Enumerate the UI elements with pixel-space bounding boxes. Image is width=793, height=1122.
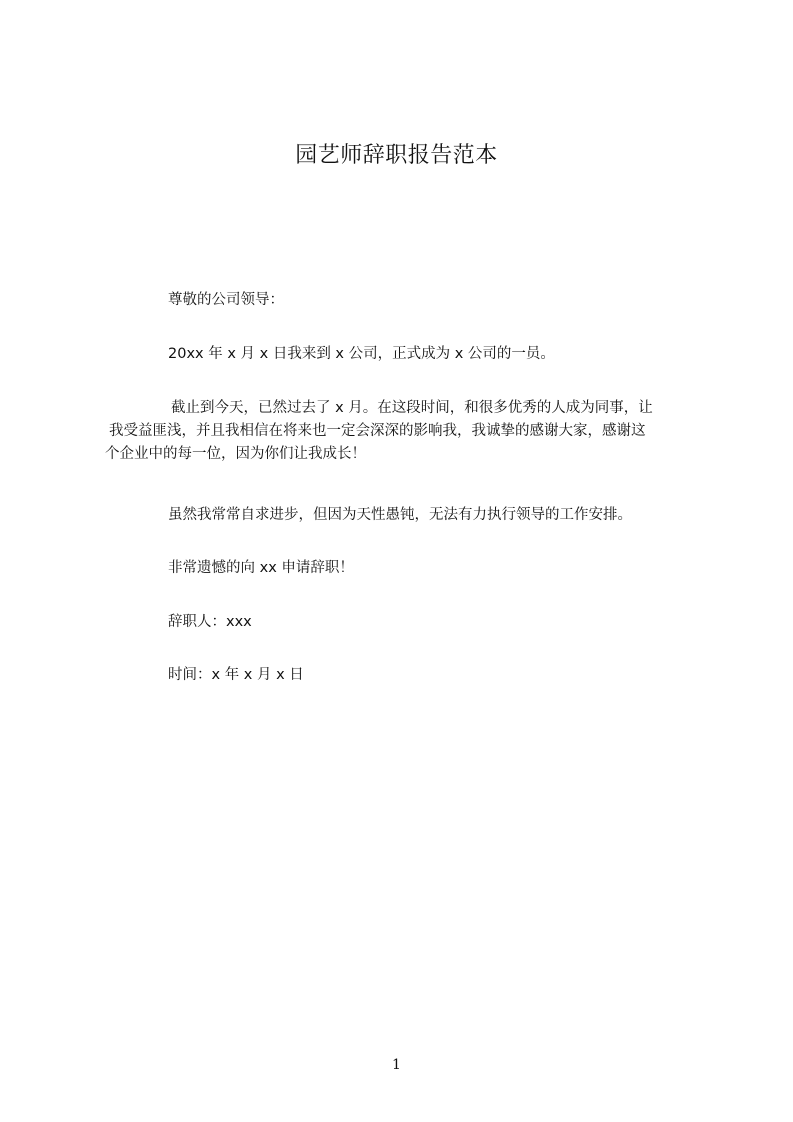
paragraph-arrival: 20xx 年 x 月 x 日我来到 x 公司，正式成为 x 公司的一员。	[168, 346, 555, 362]
document-title: 园艺师辞职报告范本	[295, 143, 498, 168]
paragraph-gratitude-line: 截止到今天，已然过去了 x 月。在这段时间，和很多优秀的人成为同事，让	[171, 400, 653, 416]
date-line: 时间：x 年 x 月 x 日	[168, 667, 304, 683]
paragraph-gratitude-line: 我受益匪浅，并且我相信在将来也一定会深深的影响我，我诚挚的感谢大家，感谢这	[109, 423, 646, 439]
signature-line: 辞职人：xxx	[168, 614, 252, 630]
paragraph-reason: 虽然我常常自求进步，但因为天性愚钝，无法有力执行领导的工作安排。	[168, 507, 632, 523]
salutation: 尊敬的公司领导：	[168, 292, 284, 308]
paragraph-resignation: 非常遗憾的向 xx 申请辞职！	[168, 560, 354, 576]
page-number: 1	[392, 1057, 401, 1073]
paragraph-gratitude	[105, 397, 705, 466]
paragraph-gratitude-line: 个企业中的每一位，因为你们让我成长！	[105, 446, 366, 462]
